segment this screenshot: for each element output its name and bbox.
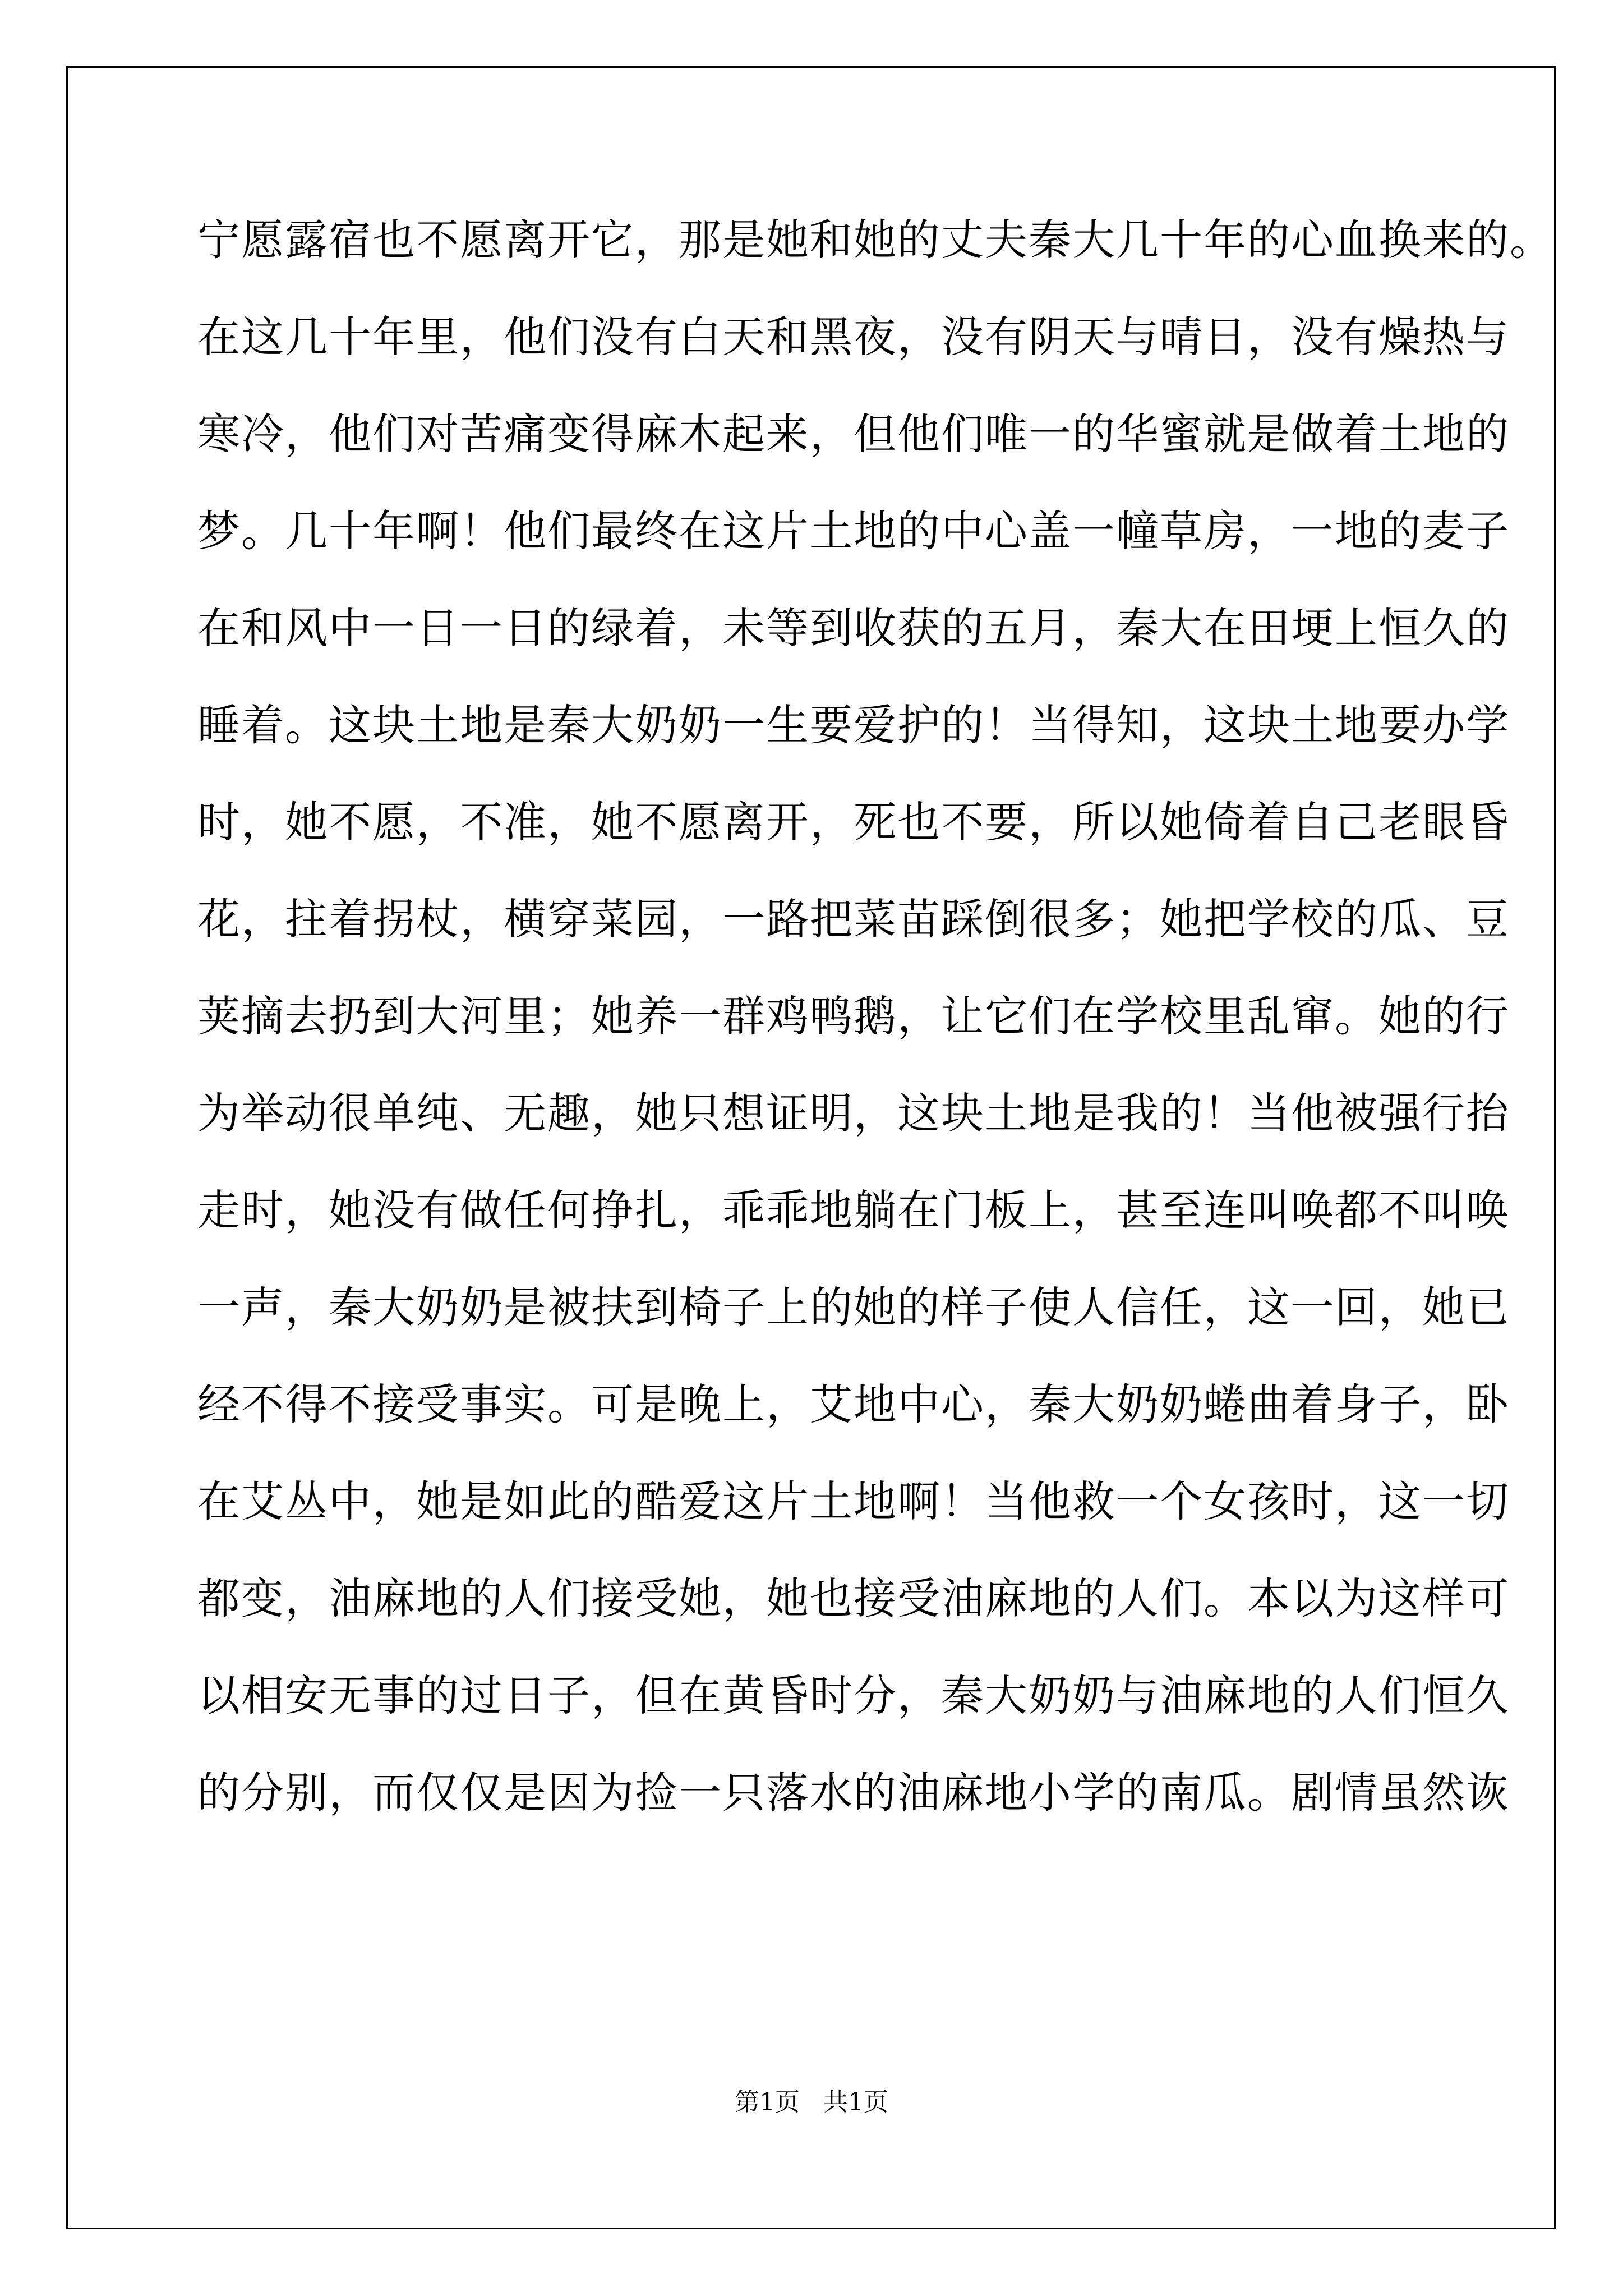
text-line: 梦。几十年啊！他们最终在这片土地的中心盖一幢草房，一地的麦子 <box>197 506 1510 556</box>
text-line: 的分别，而仅仅是因为捡一只落水的油麻地小学的南瓜。剧情虽然诙 <box>197 1768 1510 1818</box>
page-footer: 第1页 共1页 <box>735 2088 888 2116</box>
text-line: 为举动很单纯、无趣，她只想证明，这块土地是我的！当他被强行抬 <box>197 1088 1510 1138</box>
text-line: 走时，她没有做任何挣扎，乖乖地躺在门板上，甚至连叫唤都不叫唤 <box>197 1185 1510 1235</box>
text-line: 在这几十年里，他们没有白天和黑夜，没有阴天与晴日，没有燥热与 <box>197 312 1510 362</box>
text-line: 在艾丛中，她是如此的酷爱这片土地啊！当他救一个女孩时，这一切 <box>197 1476 1510 1526</box>
document-body <box>197 213 1553 1863</box>
text-line: 在和风中一日一日的绿着，未等到收获的五月，秦大在田埂上恒久的 <box>197 603 1510 653</box>
text-line: 时，她不愿，不准，她不愿离开，死也不要，所以她倚着自己老眼昏 <box>197 797 1510 847</box>
text-line: 花，拄着拐杖，横穿菜园，一路把菜苗踩倒很多；她把学校的瓜、豆 <box>197 894 1510 944</box>
text-line: 宁愿露宿也不愿离开它，那是她和她的丈夫秦大几十年的心血换来的。 <box>197 215 1553 265</box>
text-line: 都变，油麻地的人们接受她，她也接受油麻地的人们。本以为这样可 <box>197 1573 1510 1623</box>
text-line: 睡着。这块土地是秦大奶奶一生要爱护的！当得知，这块土地要办学 <box>197 700 1510 750</box>
text-line: 以相安无事的过日子，但在黄昏时分，秦大奶奶与油麻地的人们恒久 <box>197 1671 1510 1720</box>
text-line: 经不得不接受事实。可是晚上，艾地中心，秦大奶奶蜷曲着身子，卧 <box>197 1379 1510 1429</box>
text-line: 荚摘去扔到大河里；她养一群鸡鸭鹅，让它们在学校里乱窜。她的行 <box>197 991 1510 1041</box>
text-line: 寒冷，他们对苦痛变得麻木起来，但他们唯一的华蜜就是做着土地的 <box>197 409 1510 459</box>
text-line: 一声，秦大奶奶是被扶到椅子上的她的样子使人信任，这一回，她已 <box>197 1282 1510 1332</box>
